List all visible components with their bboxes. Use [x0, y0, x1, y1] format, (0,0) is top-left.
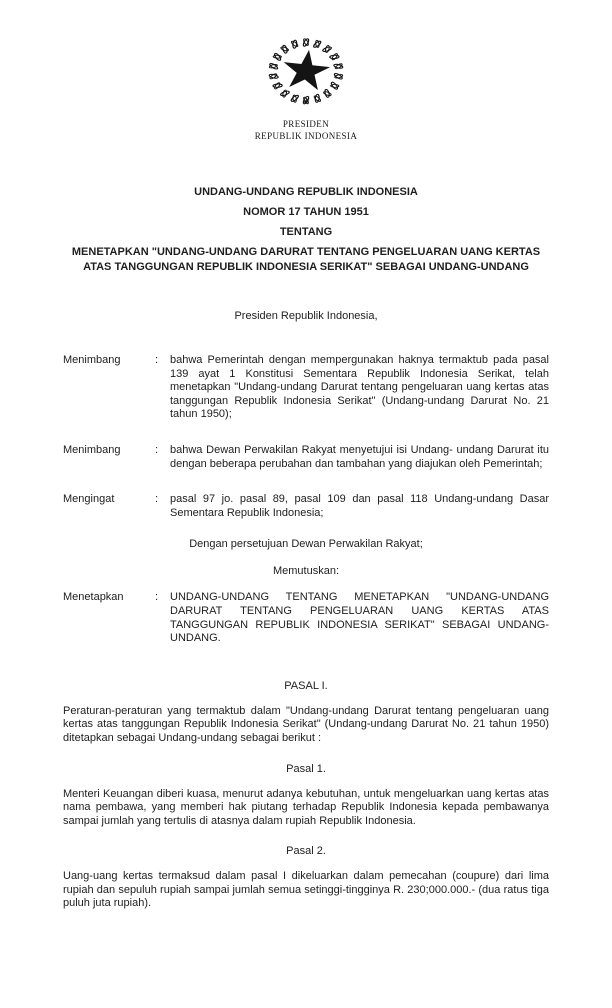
enactment-text: UNDANG-UNDANG TENTANG MENETAPKAN "UNDANG-UNDANG DARURAT TENTANG PENGELUARAN UANG KERTAS ATAS TANGGUNGAN REPUBLIK INDONESIA SERIKAT" SEBAGAI UNDANG-UNDANG.: [170, 591, 549, 645]
section-pasal-2: [63, 844, 549, 911]
section-body: Menteri Keuangan diberi kuasa, menurut adanya kebutuhan, untuk mengeluarkan uang kertas atas nama pembawa, yang memberi hak piutang terhadap Republik Indonesia kepada pembawanya sampai jumlah yang tertulis di atasnya dalam rupiah Republik Indonesia.: [63, 787, 549, 827]
section-heading: Pasal 1.: [286, 762, 326, 775]
title-line-1: UNDANG-UNDANG REPUBLIK INDONESIA: [194, 186, 418, 198]
consideration-colon: :: [155, 354, 159, 366]
section-pasal-i: [63, 679, 549, 746]
consideration-colon: :: [155, 443, 159, 456]
decision-heading: Memutuskan:: [272, 565, 340, 578]
agreement-line: Dengan persetujuan Dewan Perwakilan Rakyat;: [189, 538, 423, 551]
enactment-colon: :: [155, 591, 159, 604]
enactment-row: [63, 591, 549, 645]
letterhead-emblem-wrap: [63, 0, 549, 108]
consideration-row: [63, 493, 549, 520]
consideration-text: pasal 97 jo. pasal 89, pasal 109 dan pasal 118 Undang-undang Dasar Sementara Republik Indonesia;: [170, 493, 549, 519]
consideration-row: [63, 354, 549, 422]
letterhead-republik-indonesia: REPUBLIK INDONESIA: [254, 130, 358, 141]
section-heading: PASAL I.: [284, 679, 328, 692]
consideration-label: Menimbang: [63, 354, 121, 366]
salutation: Presiden Republik Indonesia,: [234, 310, 378, 322]
title-line-3: TENTANG: [279, 226, 333, 238]
consideration-label: Mengingat: [63, 493, 115, 506]
letterhead: [63, 119, 549, 142]
consideration-label: Menimbang: [63, 443, 121, 456]
consideration-row: [63, 444, 549, 471]
consideration-text: bahwa Dewan Perwakilan Rakyat menyetujui isi Undang- undang Darurat itu dengan beberapa perubahan dan tambahan yang diajukan oleh Pemerintah;: [170, 443, 549, 470]
consideration-text: bahwa Pemerintah dengan mempergunakan haknya termaktub pada pasal 139 ayat 1 Konstitusi Sementara Republik Indonesia Serikat, telah menetapkan "Undang-undang Darurat tentang pengeluaran uang kertas atas tanggungan Republik Indonesia Serikat" (Undang-undang Darurat No. 21 tahun 1950);: [170, 354, 549, 421]
title-line-2: NOMOR 17 TAHUN 1951: [243, 206, 369, 218]
section-body: Uang-uang kertas termaksud dalam pasal I dikeluarkan dalam pemecahan (coupure) dari lima rupiah dan sepuluh rupiah sampai jumlah semua setinggi-tingginya R. 230;000.000.- (dua ratus tiga puluh juta rupiah).: [63, 870, 549, 910]
section-body: Peraturan-peraturan yang termaktub dalam "Undang-undang Darurat tentang pengeluaran uang kertas atas tanggungan Republik Indonesia Serikat" (Undang-undang Darurat No. 21 tahun 1950) ditetapkan sebagai Undang-undang sebagai berikut :: [63, 704, 549, 744]
title-block: [63, 185, 549, 274]
consideration-colon: :: [155, 493, 159, 506]
title-line-4: MENETAPKAN "UNDANG-UNDANG DARURAT TENTANG PENGELUARAN UANG KERTAS ATAS TANGGUNGAN REPUBLIK INDONESIA SERIKAT" SEBAGAI UNDANG-UNDANG: [71, 246, 541, 273]
section-pasal-1: [63, 762, 549, 829]
section-heading: Pasal 2.: [286, 845, 326, 858]
considerations: [63, 354, 549, 520]
enactment-label: Menetapkan: [63, 591, 124, 604]
star-wreath-emblem-icon: [265, 36, 347, 108]
letterhead-presiden: PRESIDEN: [282, 119, 330, 129]
